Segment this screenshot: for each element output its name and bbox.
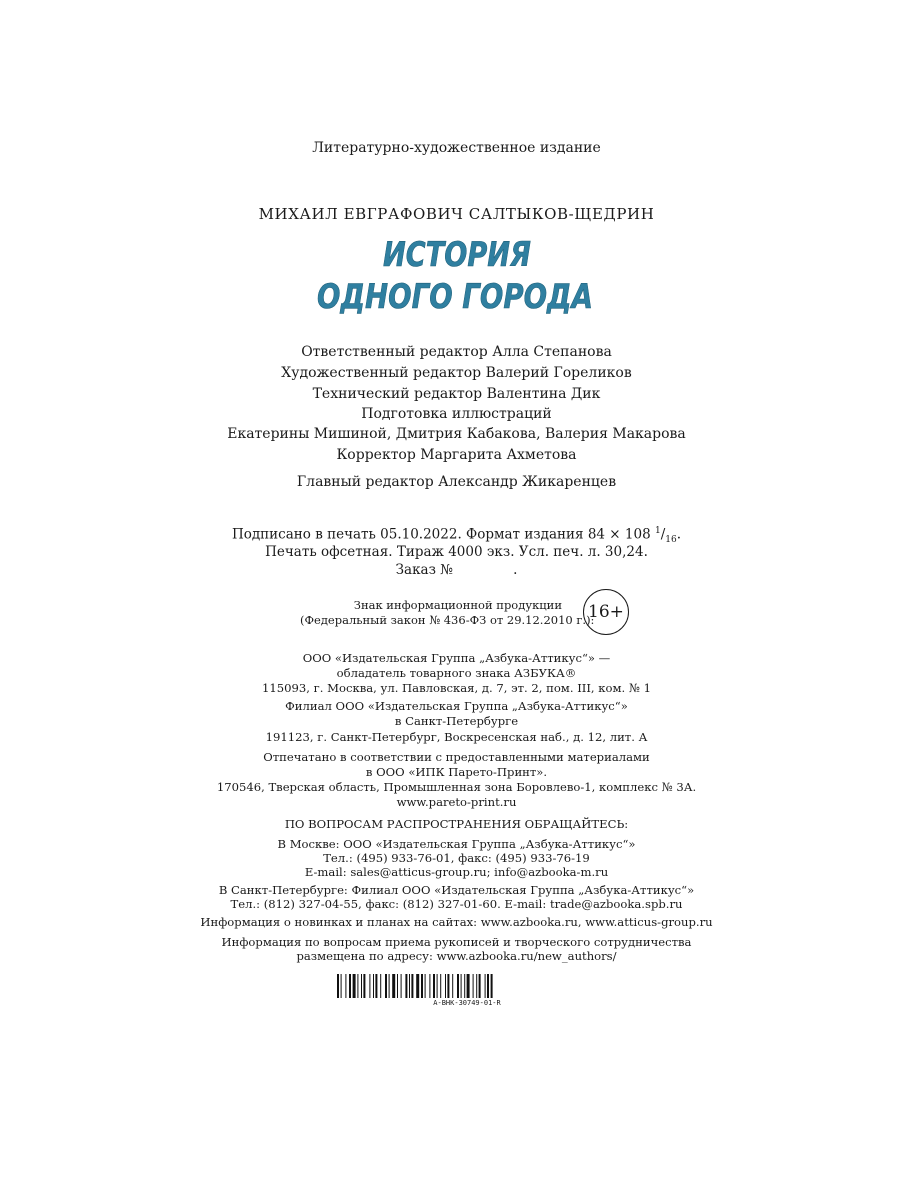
barcode-bar — [401, 974, 402, 998]
press-line: Печать офсетная. Тираж 4000 экз. Усл. печ. л. 30,24. — [265, 544, 648, 560]
format-denominator: 16 — [665, 535, 677, 546]
signed-text: Подписано в печать 05.10.2022. Формат издания 84 × 108 — [231, 526, 651, 543]
barcode-bar — [369, 974, 370, 998]
barcode-bar — [411, 974, 413, 998]
publisher-line: 115093, г. Москва, ул. Павловская, д. 7, эт. 2, пом. III, ком. № 1 — [262, 681, 651, 695]
barcode-bar — [425, 974, 426, 998]
publisher-line: www.pareto-print.ru — [396, 795, 517, 809]
barcode-bar — [485, 974, 486, 998]
barcode-bar — [433, 974, 435, 998]
credit-line: Художественный редактор Валерий Гореликов — [281, 365, 632, 381]
age-rating-badge — [583, 589, 629, 635]
barcode-bar — [397, 974, 398, 998]
barcode-bar — [353, 974, 356, 998]
publisher-line: ООО «Издательская Группа „Азбука-Аттикус“» — — [302, 651, 611, 665]
barcode-bar — [440, 974, 441, 998]
title-line-1: ИСТОРИЯ — [383, 235, 531, 275]
barcode — [337, 974, 597, 998]
barcode-bar — [437, 974, 438, 998]
publisher-line: В Москве: ООО «Издательская Группа „Азбука-Аттикус“» — [277, 837, 636, 851]
edition-type: Литературно-художественное издание — [312, 140, 601, 156]
barcode-bar — [341, 974, 342, 998]
publisher-line: Отпечатано в соответствии с предоставленными материалами — [263, 750, 650, 764]
age-label-line-2: (Федеральный закон № 436-ФЗ от 29.12.2010 г.): — [300, 613, 595, 627]
publisher-line: 191123, г. Санкт-Петербург, Воскресенская наб., д. 12, лит. А — [265, 730, 648, 744]
barcode-bar — [476, 974, 477, 998]
barcode-bar — [445, 974, 446, 998]
barcode-bar — [373, 974, 374, 998]
credit-line: Технический редактор Валентина Дик — [312, 386, 601, 402]
barcode-bar — [416, 974, 419, 998]
age-rating-value: 16+ — [588, 602, 624, 622]
order-line: Заказ № . — [395, 562, 518, 578]
credit-line: Корректор Маргарита Ахметова — [336, 447, 577, 463]
publisher-line: обладатель товарного знака АЗБУКА® — [336, 666, 577, 680]
barcode-bar — [380, 974, 381, 998]
publisher-line: В Санкт-Петербурге: Филиал ООО «Издательская Группа „Азбука-Аттикус“» — [218, 883, 695, 897]
barcode-bar — [457, 974, 459, 998]
barcode-bar — [337, 974, 339, 998]
publisher-line: Тел.: (495) 933-76-01, факс: (495) 933-76-19 — [323, 851, 590, 865]
publisher-line: 170546, Тверская область, Промышленная зона Боровлево-1, комплекс № 3А. — [216, 780, 697, 794]
barcode-bar — [464, 974, 465, 998]
barcode-bar — [361, 974, 362, 998]
barcode-bar — [473, 974, 474, 998]
barcode-bar — [409, 974, 410, 998]
publisher-line: Филиал ООО «Издательская Группа „Азбука-Аттикус“» — [285, 699, 628, 713]
author-name: МИХАИЛ ЕВГРАФОВИЧ САЛТЫКОВ-ЩЕДРИН — [258, 205, 655, 223]
barcode-bar — [461, 974, 462, 998]
barcode-bar — [349, 974, 351, 998]
publisher-line: Тел.: (812) 327-04-55, факс: (812) 327-01-60. E-mail: trade@azbooka.spb.ru — [230, 897, 683, 911]
credit-line: Екатерины Мишиной, Дмитрия Кабакова, Валерия Макарова — [227, 426, 686, 442]
publisher-line: Информация о новинках и планах на сайтах: www.azbooka.ru, www.atticus-group.ru — [200, 915, 713, 929]
barcode-bar — [452, 974, 453, 998]
barcode-bar — [421, 974, 423, 998]
barcode-bar — [487, 974, 489, 998]
credit-line: Ответственный редактор Алла Степанова — [301, 344, 612, 360]
publisher-line: в Санкт-Петербурге — [394, 714, 519, 728]
publisher-line: E-mail: sales@atticus-group.ru; info@azbooka-m.ru — [304, 865, 609, 879]
barcode-bar — [357, 974, 358, 998]
publisher-line: в ООО «ИПК Парето-Принт». — [365, 765, 548, 779]
barcode-bar — [385, 974, 387, 998]
publisher-line: размещена по адресу: www.azbooka.ru/new_authors/ — [296, 949, 617, 963]
signed-line: Подписано в печать 05.10.2022. Формат издания 84 × 108 $^1/_{16}$. — [231, 526, 682, 546]
barcode-bar — [363, 974, 365, 998]
credit-line: Подготовка иллюстраций — [361, 406, 552, 422]
barcode-bar — [491, 974, 493, 998]
barcode-bar — [392, 974, 395, 998]
barcode-number: А-ВНК-30749-01-R — [433, 999, 501, 1007]
book-title-logo — [300, 232, 620, 317]
distribution-heading: ПО ВОПРОСАМ РАСПРОСТРАНЕНИЯ ОБРАЩАЙТЕСЬ: — [284, 817, 629, 831]
barcode-bar — [467, 974, 470, 998]
credit-line: Главный редактор Александр Жикаренцев — [296, 474, 617, 490]
barcode-bar — [375, 974, 377, 998]
barcode-bar — [479, 974, 481, 998]
publisher-line: Информация по вопросам приема рукописей и творческого сотрудничества — [221, 935, 692, 949]
barcode-bar — [345, 974, 346, 998]
barcode-bar — [429, 974, 430, 998]
barcode-bar — [447, 974, 449, 998]
age-label-line-1: Знак информационной продукции — [353, 598, 562, 612]
title-line-2: ОДНОГО ГОРОДА — [317, 277, 593, 317]
format-end: . — [676, 526, 682, 543]
format-numerator: 1 — [654, 526, 661, 536]
barcode-bar — [405, 974, 407, 998]
barcode-bar — [389, 974, 390, 998]
